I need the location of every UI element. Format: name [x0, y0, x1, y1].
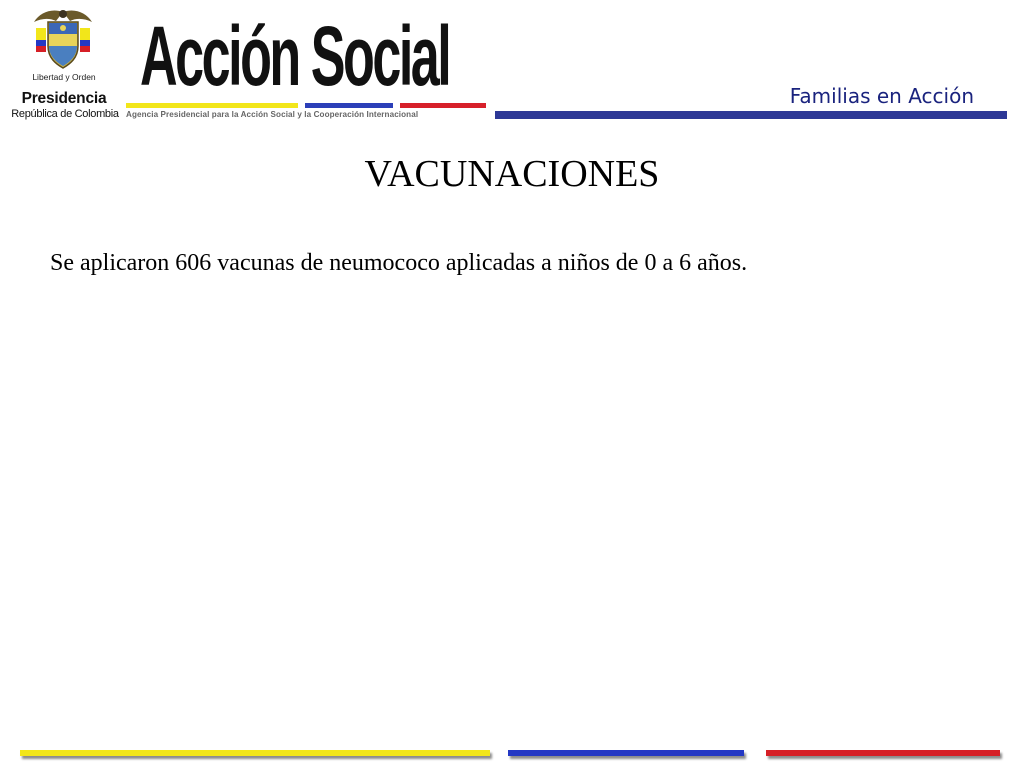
- logo-yellow-bar: [126, 103, 298, 108]
- footer-red-bar: [766, 750, 1000, 756]
- footer-yellow-bar: [20, 750, 490, 756]
- logo-red-bar: [400, 103, 486, 108]
- footer-blue-bar: [508, 750, 744, 756]
- presidencia-label: Presidencia: [21, 90, 107, 107]
- slide-body-text: Se aplicaron 606 vacunas de neumococo aplicadas a niños de 0 a 6 años.: [50, 250, 748, 276]
- slide-title: VACUNACIONES: [364, 153, 660, 195]
- coat-of-arms-icon: [30, 6, 96, 72]
- accion-social-logo: Acción Social: [140, 9, 450, 103]
- republica-label: República de Colombia: [11, 108, 119, 120]
- motto-text: Libertad y Orden: [32, 72, 96, 82]
- header-divider: [495, 111, 1007, 119]
- program-name: Familias en Acción: [789, 84, 974, 108]
- agencia-subtitle: Agencia Presidencial para la Acción Social y la Cooperación Internacional: [126, 110, 419, 119]
- logo-blue-bar: [305, 103, 393, 108]
